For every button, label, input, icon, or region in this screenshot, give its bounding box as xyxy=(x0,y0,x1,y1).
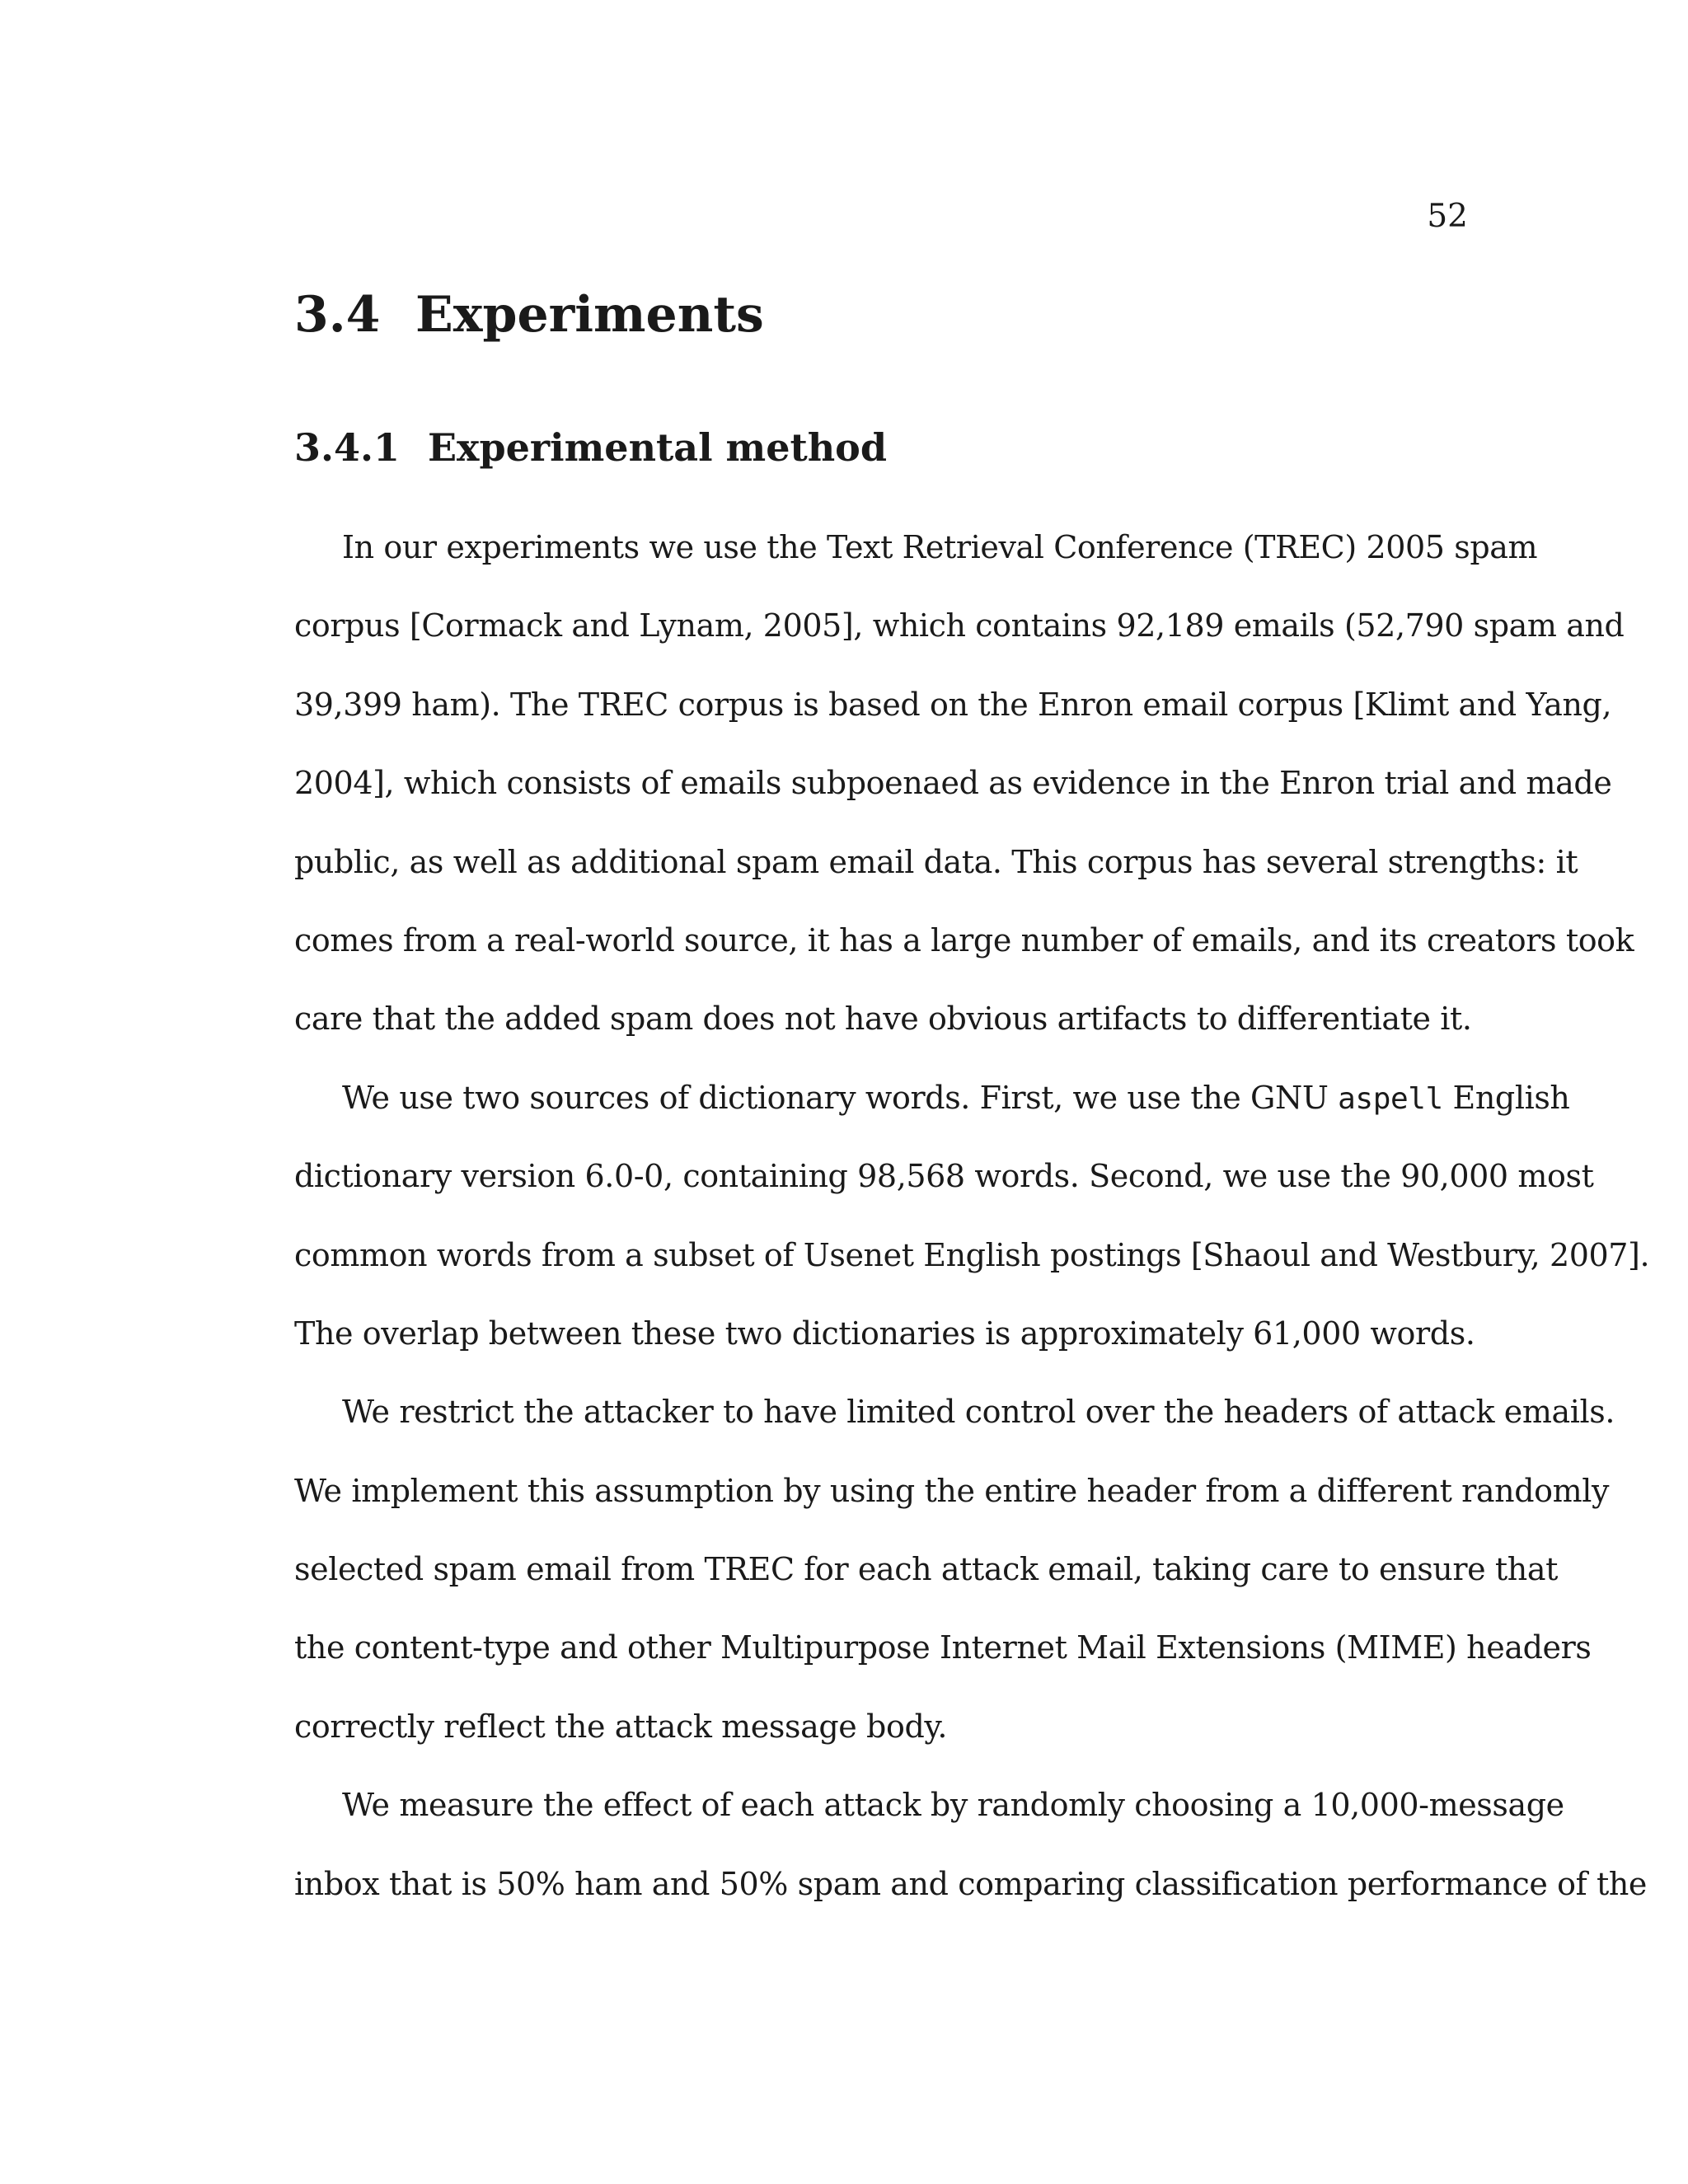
section-title: Experiments xyxy=(415,286,764,344)
text-segment: English xyxy=(1442,1079,1570,1116)
subsection-title: Experimental method xyxy=(428,425,888,470)
text-line: common words from a subset of Usenet English postings [Shaoul and Westbury, 2007]. xyxy=(294,1236,1650,1273)
page-number: 52 xyxy=(1427,198,1468,235)
text-line: the content-type and other Multipurpose Internet Mail Extensions (MIME) headers xyxy=(294,1629,1592,1666)
text-line: 2004], which consists of emails subpoenaed as evidence in the Enron trial and made xyxy=(294,765,1612,802)
text-line: care that the added spam does not have obvious artifacts to differentiate it. xyxy=(294,1001,1472,1038)
section-number: 3.4 xyxy=(294,286,381,344)
text-line: dictionary version 6.0-0, containing 98,568 words. Second, we use the 90,000 most xyxy=(294,1158,1594,1195)
text-line: We implement this assumption by using the entire header from a different randomly xyxy=(294,1472,1610,1509)
text-line: comes from a real-world source, it has a large number of emails, and its creators took xyxy=(294,921,1634,958)
subsection-heading xyxy=(294,419,887,476)
text-line: selected spam email from TREC for each attack email, taking care to ensure that xyxy=(294,1551,1558,1588)
text-segment: We use two sources of dictionary words. First, we use the GNU xyxy=(342,1079,1339,1116)
text-line xyxy=(294,1066,1570,1144)
text-line: inbox that is 50% ham and 50% spam and comparing classification performance of the xyxy=(294,1865,1647,1902)
text-line: In our experiments we use the Text Retrieval Conference (TREC) 2005 spam xyxy=(342,529,1538,565)
code-term: aspell xyxy=(1338,1081,1443,1116)
section-heading xyxy=(294,282,764,348)
text-line: public, as well as additional spam email data. This corpus has several strengths: it xyxy=(294,843,1578,880)
text-line: corpus [Cormack and Lynam, 2005], which contains 92,189 emails (52,790 spam and xyxy=(294,607,1625,644)
text-line: correctly reflect the attack message body. xyxy=(294,1708,948,1745)
body-text xyxy=(294,515,1650,1930)
subsection-number: 3.4.1 xyxy=(294,425,401,470)
text-line: We restrict the attacker to have limited control over the headers of attack emails. xyxy=(342,1394,1615,1431)
text-line: The overlap between these two dictionaries is approximately 61,000 words. xyxy=(294,1315,1475,1352)
text-line: We measure the effect of each attack by randomly choosing a 10,000-message xyxy=(342,1787,1564,1824)
text-line: 39,399 ham). The TREC corpus is based on the Enron email corpus [Klimt and Yang, xyxy=(294,686,1612,723)
